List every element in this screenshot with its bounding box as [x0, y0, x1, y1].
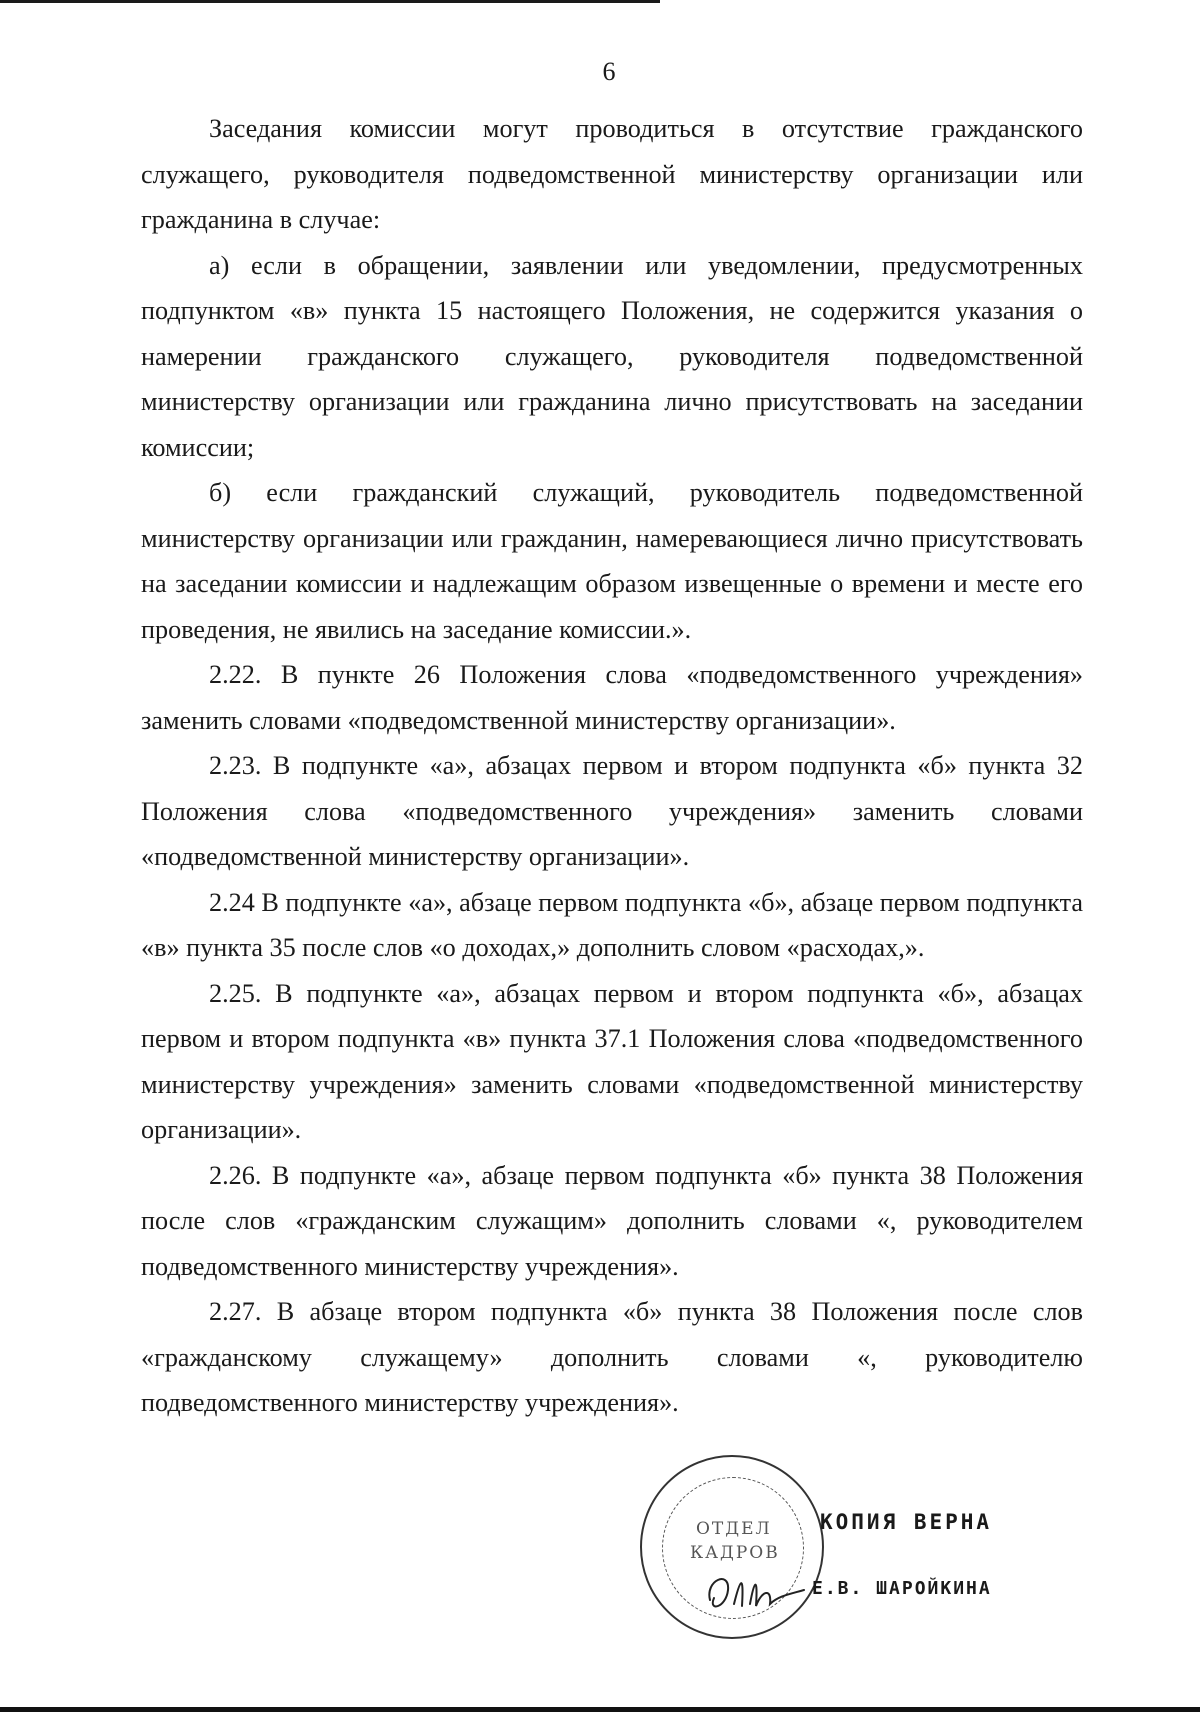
- paragraph-meeting-absence: Заседания комиссии могут проводиться в отсутствие гражданского служащего, руководителя подведомственной министерству организации или гражданина в случае:: [141, 114, 1083, 234]
- paragraph-item-b: б) если гражданский служащий, руководитель подведомственной министерству организации или гражданин, намеревающиеся лично присутствовать на заседании комиссии и надлежащим образом извещенные о времени и месте его проведения, не явились на заседание комиссии.».: [141, 478, 1083, 644]
- paragraph-2-27: 2.27. В абзаце втором подпункта «б» пункта 38 Положения после слов «гражданскому служащему» дополнить словами «, руководителю подведомственного министерству учреждения».: [141, 1297, 1083, 1417]
- paragraph-2-23: 2.23. В подпункте «а», абзацах первом и втором подпункта «б» пункта 32 Положения слова «подведомственного учреждения» заменить словами «подведомственной министерству организации».: [141, 751, 1083, 871]
- paragraph-2-24: 2.24 В подпункте «а», абзаце первом подпункта «б», абзаце первом подпункта «в» пункта 35 после слов «о доходах,» дополнить словом «расходах,».: [141, 887, 1083, 962]
- page-number: 6: [602, 57, 616, 86]
- certifier-name: Е.В. ШАРОЙКИНА: [812, 1578, 992, 1599]
- stamp-text-line2: КАДРОВ: [690, 1543, 780, 1563]
- handwritten-signature: [700, 1560, 810, 1620]
- paragraph-2-26: 2.26. В подпункте «а», абзаце первом подпункта «б» пункта 38 Положения после слов «гражданским служащим» дополнить словами «, руководителем подведомственного министерству учреждения».: [141, 1160, 1083, 1281]
- paragraph-item-a: а) если в обращении, заявлении или уведомлении, предусмотренных подпунктом «в» пункта 15 настоящего Положения, не содержится указания о намерении гражданского служащего, руководителя подведомственной министерству организации или гражданина лично присутствовать на заседании комиссии;: [141, 250, 1083, 462]
- paragraph-2-25: 2.25. В подпункте «а», абзацах первом и втором подпункта «б», абзацах первом и втором подпункта «в» пункта 37.1 Положения слова «подведомственного министерству учреждения» заменить словами «подведомственной министерству организации».: [141, 978, 1083, 1144]
- copy-certified-stamp: КОПИЯ ВЕРНА: [820, 1510, 993, 1534]
- page-bottom-edge-line: [0, 1707, 1200, 1712]
- stamp-text-line1: ОТДЕЛ: [696, 1519, 772, 1539]
- page-top-edge-line: [0, 0, 660, 3]
- document-body: [141, 106, 1083, 1426]
- paragraph-2-22: 2.22. В пункте 26 Положения слова «подведомственного учреждения» заменить словами «подведомственной министерству организации».: [141, 660, 1083, 735]
